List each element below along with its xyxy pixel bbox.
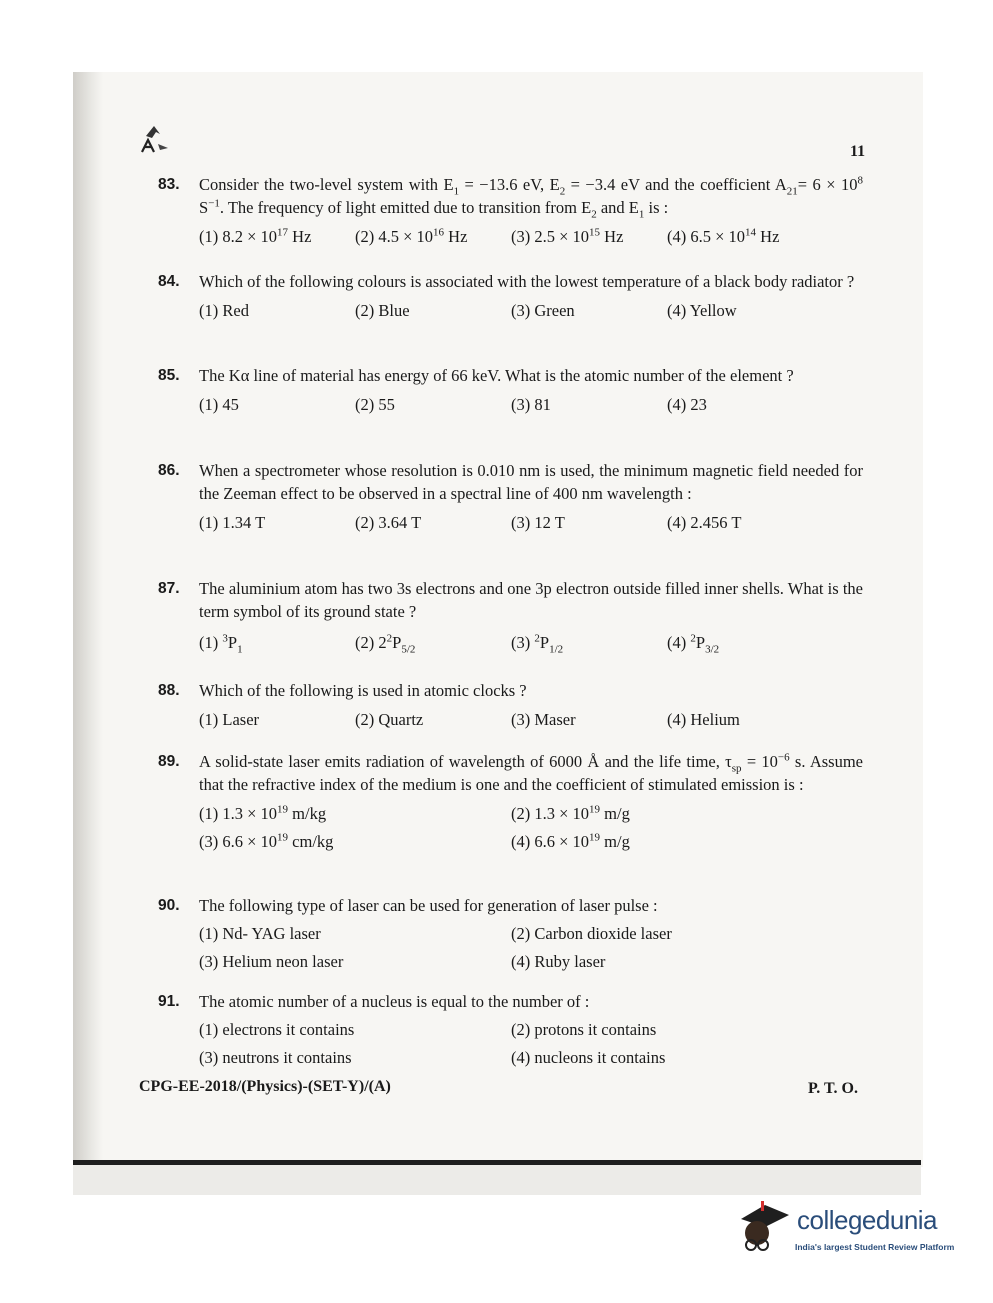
options-row <box>199 708 863 734</box>
page-number: 11 <box>850 143 866 160</box>
option-4[interactable]: (4) 2.456 T <box>667 513 742 532</box>
question-89 <box>158 750 863 858</box>
option-4[interactable]: (4) $6.5 \times 10^{14}$ Hz <box>667 226 780 246</box>
question-number: 86. <box>158 462 180 479</box>
option-2[interactable]: (2) Carbon dioxide laser <box>511 924 672 943</box>
question-number: 88. <box>158 682 180 699</box>
options-row <box>199 922 863 950</box>
option-1[interactable]: (1) 1.34 T <box>199 513 266 532</box>
question-86 <box>158 459 863 537</box>
collegedunia-watermark <box>735 1197 965 1257</box>
question-number: 90. <box>158 897 180 914</box>
options-row <box>199 631 863 657</box>
page-edge-shadow <box>73 72 103 1167</box>
option-3[interactable]: (3) Green <box>511 301 575 320</box>
option-1[interactable]: (1) $8.2 \times 10^{17}$ Hz <box>199 226 312 246</box>
options-row <box>199 225 863 251</box>
question-88 <box>158 679 863 734</box>
option-1[interactable]: (1) Nd- YAG laser <box>199 924 321 943</box>
options-row <box>199 802 863 830</box>
question-text: The following type of laser can be used for generation of laser pulse : <box>199 896 658 915</box>
option-4[interactable]: (4) 23 <box>667 395 707 414</box>
question-text: Consider the two-level system with $E_1 = -13.6$ eV, $E_2 = -3.4$ eV and the coefficient $A_{21}= 6 \times 10^8$ $S^{-1}$. The frequency of light emitted due to transition from $E_2$ and $E_1$ is : <box>199 174 863 221</box>
option-2[interactable]: (2) 55 <box>355 395 395 414</box>
option-3[interactable]: (3) 12 T <box>511 513 565 532</box>
bottom-shade <box>73 1165 921 1195</box>
question-84 <box>158 270 863 325</box>
options-row <box>199 1018 863 1046</box>
option-1[interactable]: (1) $^3P_1$ <box>199 632 243 656</box>
question-text: A solid-state laser emits radiation of wavelength of 6000 Å and the life time, $\tau_{sp} = 10^{-6}$ s. Assume that the refractive index of the medium is one and the coefficient of stimulated emission is : <box>199 751 863 794</box>
option-1[interactable]: (1) 45 <box>199 395 239 414</box>
option-4[interactable]: (4) Yellow <box>667 301 737 320</box>
option-4[interactable]: (4) Ruby laser <box>511 952 606 971</box>
option-4[interactable]: (4) $6.6 \times 10^{19}$ m/g <box>511 831 630 851</box>
question-90 <box>158 894 863 978</box>
option-3[interactable]: (3) Helium neon laser <box>199 952 344 971</box>
question-85 <box>158 364 863 419</box>
question-number: 84. <box>158 273 180 290</box>
question-text: Which of the following is used in atomic clocks ? <box>199 681 527 700</box>
option-4[interactable]: (4) Helium <box>667 710 740 729</box>
brand-name: collegedunia <box>797 1205 938 1235</box>
option-3[interactable]: (3) $^2P_{1/2}$ <box>511 632 564 656</box>
question-number: 89. <box>158 753 180 770</box>
option-2[interactable]: (2) $1.3 \times 10^{19}$ m/g <box>511 803 630 823</box>
options-row <box>199 393 863 419</box>
question-text: The Kα line of material has energy of 66 keV. What is the atomic number of the element ? <box>199 366 794 385</box>
option-1[interactable]: (1) electrons it contains <box>199 1020 355 1039</box>
options-row <box>199 511 863 537</box>
option-2[interactable]: (2) $4.5 \times 10^{16}$ Hz <box>355 226 468 246</box>
option-3[interactable]: (3) Maser <box>511 710 576 729</box>
publisher-logo-icon <box>136 122 172 156</box>
option-1[interactable]: (1) Laser <box>199 710 260 729</box>
question-number: 83. <box>158 176 180 193</box>
option-2[interactable]: (2) $2^2P_{5/2}$ <box>355 632 416 656</box>
option-1[interactable]: (1) $1.3 \times 10^{19}$ m/kg <box>199 803 327 823</box>
options-row <box>199 830 863 858</box>
question-83 <box>158 173 863 251</box>
option-2[interactable]: (2) Quartz <box>355 710 424 729</box>
options-row <box>199 950 863 978</box>
pto-label: P. T. O. <box>808 1080 858 1097</box>
question-number: 87. <box>158 580 180 597</box>
question-87 <box>158 577 863 657</box>
option-1[interactable]: (1) Red <box>199 301 249 320</box>
option-2[interactable]: (2) protons it contains <box>511 1020 657 1039</box>
option-3[interactable]: (3) $2.5 \times 10^{15}$ Hz <box>511 226 624 246</box>
option-4[interactable]: (4) nucleons it contains <box>511 1048 666 1067</box>
question-91 <box>158 990 863 1074</box>
option-3[interactable]: (3) neutrons it contains <box>199 1048 352 1067</box>
question-text: The aluminium atom has two 3s electrons and one 3p electron outside filled inner shells. What is the term symbol of its ground state ? <box>199 579 863 621</box>
option-2[interactable]: (2) Blue <box>355 301 410 320</box>
brand-tagline: India's largest Student Review Platform <box>795 1242 955 1252</box>
question-text: Which of the following colours is associated with the lowest temperature of a black body radiator ? <box>199 272 855 291</box>
question-number: 85. <box>158 367 180 384</box>
option-3[interactable]: (3) $6.6 \times 10^{19}$ cm/kg <box>199 831 334 851</box>
question-number: 91. <box>158 993 180 1010</box>
paper-code: CPG-EE-2018/(Physics)-(SET-Y)/(A) <box>139 1078 391 1095</box>
student-mascot-icon <box>735 1197 795 1257</box>
option-3[interactable]: (3) 81 <box>511 395 551 414</box>
option-4[interactable]: (4) $^2P_{3/2}$ <box>667 632 720 656</box>
options-row <box>199 299 863 325</box>
options-row <box>199 1046 863 1074</box>
question-text: The atomic number of a nucleus is equal to the number of : <box>199 992 590 1011</box>
question-text: When a spectrometer whose resolution is 0.010 nm is used, the minimum magnetic field needed for the Zeeman effect to be observed in a spectral line of 400 nm wavelength : <box>199 461 863 503</box>
option-2[interactable]: (2) 3.64 T <box>355 513 422 532</box>
